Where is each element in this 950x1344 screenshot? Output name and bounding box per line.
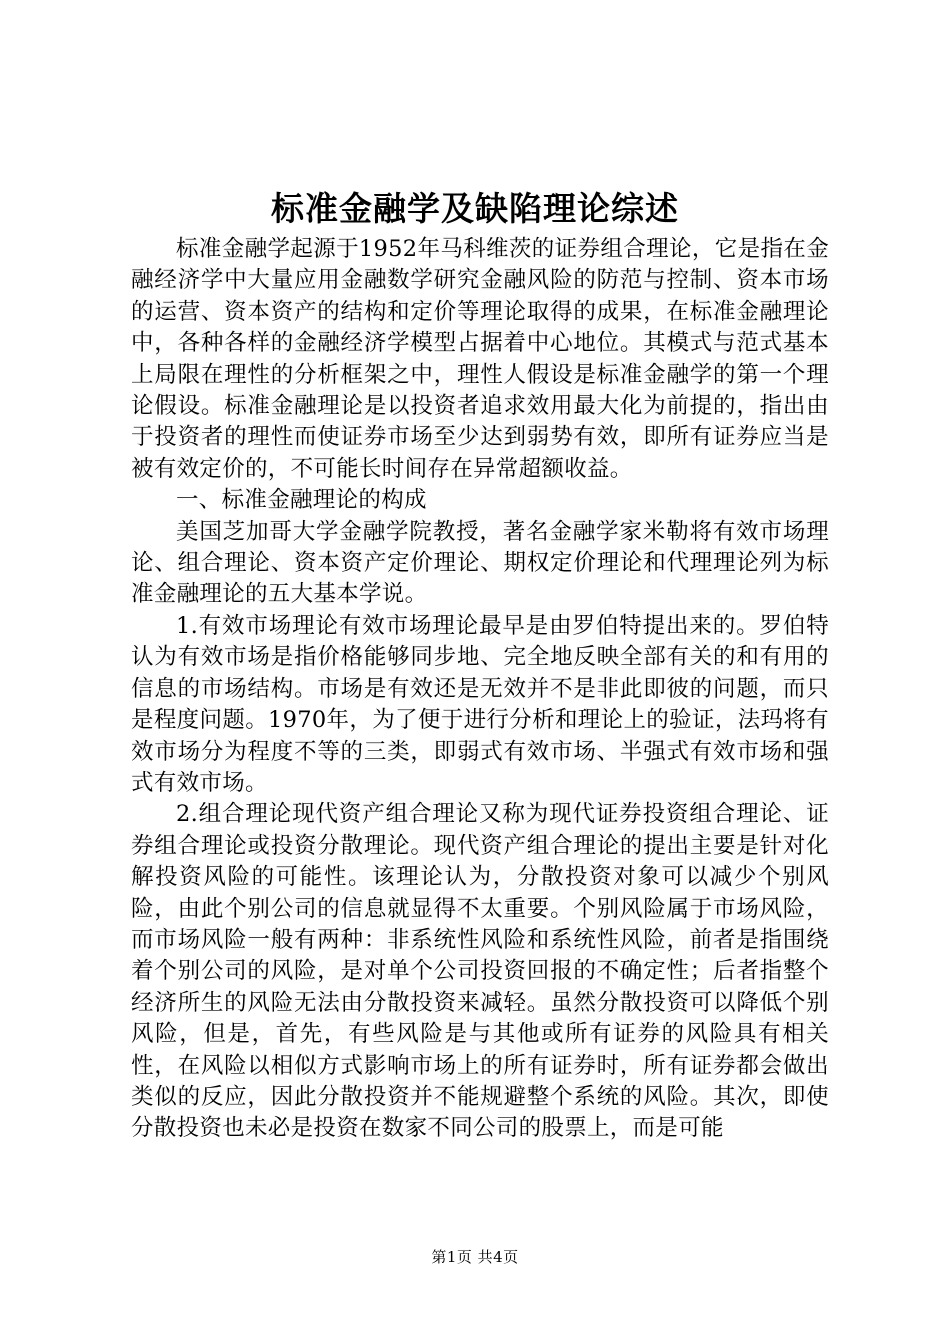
section-heading-1: 一、标准金融理论的构成 (176, 487, 427, 514)
page-footer: 第1页 共4页 (431, 1248, 519, 1266)
document-body (131, 234, 829, 1145)
paragraph-efficient-market: 1.有效市场理论有效市场理论最早是由罗伯特提出来的。罗伯特认为有效市场是指价格能够同步地、完全地反映全部有关的和有用的信息的市场结构。市场是有效还是无效并不是非此即彼的问题，而只是程度问题。1970年，为了便于进行分析和理论上的验证，法玛将有效市场分为程度不等的三类，即弱式有效市场、半强式有效市场和强式有效市场。 (131, 612, 829, 796)
paragraph-intro: 标准金融学起源于1952年马科维茨的证券组合理论，它是指在金融经济学中大量应用金融数学研究金融风险的防范与控制、资本市场的运营、资本资产的结构和定价等理论取得的成果，在标准金融理论中，各种各样的金融经济学模型占据着中心地位。其模式与范式基本上局限在理性的分析框架之中，理性人假设是标准金融学的第一个理论假设。标准金融理论是以投资者追求效用最大化为前提的，指出由于投资者的理性而使证券市场至少达到弱势有效，即所有证券应当是被有效定价的，不可能长时间存在异常超额收益。 (131, 236, 829, 482)
document-title: 标准金融学及缺陷理论综述 (271, 189, 679, 228)
paragraph-miller: 美国芝加哥大学金融学院教授，著名金融学家米勒将有效市场理论、组合理论、资本资产定价理论、期权定价理论和代理理论列为标准金融理论的五大基本学说。 (131, 518, 829, 608)
paragraph-portfolio-theory: 2.组合理论现代资产组合理论又称为现代证券投资组合理论、证券组合理论或投资分散理论。现代资产组合理论的提出主要是针对化解投资风险的可能性。该理论认为，分散投资对象可以减少个别风险，由此个别公司的信息就显得不太重要。个别风险属于市场风险，而市场风险一般有两种：非系统性风险和系统性风险，前者是指围绕着个别公司的风险，是对单个公司投资回报的不确定性；后者指整个经济所生的风险无法由分散投资来减轻。虽然分散投资可以降低个别风险，但是，首先，有些风险是与其他或所有证券的风险具有相关性，在风险以相似方式影响市场上的所有证券时，所有证券都会做出类似的反应，因此分散投资并不能规避整个系统的风险。其次，即使分散投资也未必是投资在数家不同公司的股票上，而是可能 (131, 801, 829, 1142)
